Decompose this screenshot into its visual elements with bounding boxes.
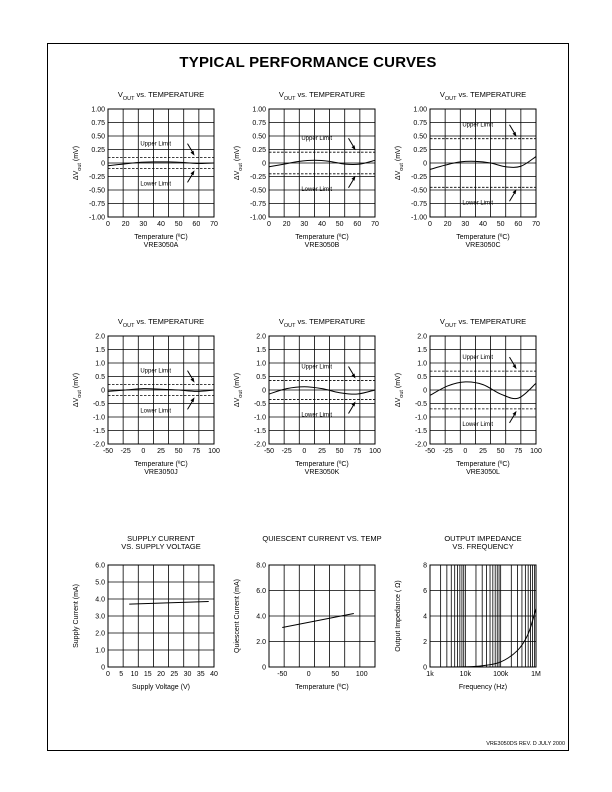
y-tick-label: -0.50 xyxy=(250,187,266,195)
x-axis-label: Temperature (ºC) xyxy=(456,234,510,241)
y-axis-label: $\Delta V_{out}$ (mV) xyxy=(73,145,83,181)
y-tick-label: 3.0 xyxy=(95,613,105,621)
y-tick-label: -1.0 xyxy=(414,414,427,422)
x-tick-label: 75 xyxy=(514,448,523,455)
upper-limit-label: Upper Limit xyxy=(301,136,333,143)
y-tick-label: 0.5 xyxy=(417,373,427,381)
lower-limit-arrowhead xyxy=(191,170,195,175)
x-tick-label: -50 xyxy=(102,448,114,455)
y-tick-label: 0.75 xyxy=(91,119,105,127)
y-tick-label: 0 xyxy=(262,387,266,395)
y-tick-label: -1.00 xyxy=(89,214,105,222)
y-axis-label: Supply Current (mA) xyxy=(73,584,80,648)
lower-limit-label: Lower Limit xyxy=(462,421,494,428)
x-tick-label: 70 xyxy=(371,221,379,228)
footer-revision: VRE3050DS REV. D JULY 2000 xyxy=(486,741,565,747)
y-tick-label: -0.5 xyxy=(414,400,427,408)
y-tick-label: 0.25 xyxy=(91,146,105,154)
y-tick-label: 1.5 xyxy=(95,346,105,354)
x-tick-label: 50 xyxy=(331,671,340,678)
y-tick-label: -0.5 xyxy=(92,400,105,408)
x-tick-label: -25 xyxy=(442,448,453,455)
chart-vout-vre3050j xyxy=(60,314,235,514)
x-tick-label: 30 xyxy=(300,221,309,228)
x-tick-label: 25 xyxy=(479,448,487,455)
chart-title: $V_{OUT}$ vs. TEMPERATURE xyxy=(117,317,205,329)
x-axis-sublabel: VRE3050L xyxy=(466,469,500,476)
x-axis-label: Temperature (ºC) xyxy=(134,234,188,241)
y-tick-label: 1.00 xyxy=(252,106,266,114)
chart-subtitle: VS. SUPPLY VOLTAGE xyxy=(121,542,201,551)
y-tick-label: -0.75 xyxy=(250,200,266,208)
x-tick-label: 70 xyxy=(210,221,218,228)
y-tick-label: 2.0 xyxy=(95,630,105,638)
x-tick-label: 100 xyxy=(369,448,381,455)
y-tick-label: 0 xyxy=(262,664,266,672)
x-tick-label: -50 xyxy=(277,671,288,678)
x-tick-label: 50 xyxy=(174,221,183,228)
y-tick-label: 2.0 xyxy=(256,638,266,646)
x-tick-label: 0 xyxy=(428,221,432,228)
y-tick-label: 0.50 xyxy=(252,133,266,141)
chart-title: $V_{OUT}$ vs. TEMPERATURE xyxy=(439,90,527,102)
y-tick-label: 0.75 xyxy=(252,119,266,127)
x-tick-label: 100 xyxy=(530,448,542,455)
y-tick-label: -0.25 xyxy=(411,173,427,181)
x-tick-label: -25 xyxy=(120,448,131,455)
y-tick-label: -0.75 xyxy=(89,200,105,208)
y-tick-label: 0 xyxy=(423,664,427,672)
x-tick-label: 50 xyxy=(335,448,344,455)
chart-quiescent-current xyxy=(221,533,396,733)
chart-output-impedance xyxy=(382,533,557,733)
y-axis-label: $\Delta V_{out}$ (mV) xyxy=(234,145,244,181)
lower-limit-label: Lower Limit xyxy=(301,186,333,193)
lower-limit-arrowhead xyxy=(191,397,195,402)
y-tick-label: 4.0 xyxy=(95,596,105,604)
y-tick-label: -1.00 xyxy=(411,214,427,222)
y-tick-label: -0.25 xyxy=(89,173,105,181)
x-tick-label: 60 xyxy=(192,221,201,228)
x-tick-label: 60 xyxy=(353,221,362,228)
series-line xyxy=(269,160,375,166)
y-tick-label: 4 xyxy=(423,613,427,621)
y-tick-label: 0.5 xyxy=(95,373,105,381)
x-tick-label: 20 xyxy=(157,671,165,678)
x-axis-label: Temperature (ºC) xyxy=(456,461,510,468)
y-axis-label: $\Delta V_{out}$ (mV) xyxy=(234,372,244,408)
y-tick-label: 8 xyxy=(423,562,427,570)
y-tick-label: 0 xyxy=(101,160,105,168)
x-tick-label: 50 xyxy=(174,448,183,455)
x-tick-label: -25 xyxy=(281,448,292,455)
y-tick-label: 0 xyxy=(101,664,105,672)
y-tick-label: 5.0 xyxy=(95,579,105,587)
x-tick-label: 1M xyxy=(531,671,541,678)
y-tick-label: -0.50 xyxy=(411,187,427,195)
x-tick-label: 0 xyxy=(302,448,307,455)
x-axis-sublabel: VRE3050C xyxy=(465,242,501,249)
lower-limit-label: Lower Limit xyxy=(140,408,172,415)
x-tick-label: 20 xyxy=(282,221,291,228)
y-tick-label: -1.5 xyxy=(92,427,105,435)
x-axis-label: Frequency (Hz) xyxy=(458,684,508,691)
y-tick-label: -1.5 xyxy=(414,427,427,435)
x-tick-label: 10k xyxy=(459,671,471,678)
chart-subtitle: VS. FREQUENCY xyxy=(452,542,514,551)
lower-limit-arrowhead xyxy=(352,401,356,406)
x-tick-label: 40 xyxy=(318,221,326,228)
x-tick-label: 70 xyxy=(532,221,540,228)
y-tick-label: 0 xyxy=(101,387,105,395)
x-tick-label: 50 xyxy=(496,221,505,228)
x-tick-label: 30 xyxy=(461,221,470,228)
chart-vout-vre3050k xyxy=(221,314,396,514)
x-tick-label: 25 xyxy=(170,671,179,678)
y-tick-label: 2.0 xyxy=(417,333,427,341)
x-tick-label: 0 xyxy=(267,221,271,228)
y-tick-label: 4.0 xyxy=(256,613,266,621)
upper-limit-label: Upper Limit xyxy=(462,122,494,129)
x-axis-sublabel: VRE3050K xyxy=(304,469,340,476)
x-tick-label: 40 xyxy=(210,671,218,678)
chart-title: OUTPUT IMPEDANCE xyxy=(444,534,522,543)
y-tick-label: 1.0 xyxy=(95,647,105,655)
chart-title: $V_{OUT}$ vs. TEMPERATURE xyxy=(439,317,527,329)
upper-limit-label: Upper Limit xyxy=(140,141,172,148)
x-tick-label: 5 xyxy=(119,671,124,678)
upper-limit-arrowhead xyxy=(513,364,517,369)
chart-vout-vre3050l xyxy=(382,314,557,514)
lower-limit-label: Lower Limit xyxy=(301,412,333,419)
chart-vout-vre3050c xyxy=(382,87,557,287)
x-tick-label: 0 xyxy=(106,671,110,678)
y-tick-label: 1.00 xyxy=(91,106,105,114)
x-tick-label: 100 xyxy=(208,448,220,455)
y-tick-label: 0.75 xyxy=(413,119,427,127)
x-tick-label: 30 xyxy=(183,671,192,678)
upper-limit-label: Upper Limit xyxy=(462,355,494,362)
x-tick-label: 20 xyxy=(443,221,452,228)
y-tick-label: 2.0 xyxy=(95,333,105,341)
y-tick-label: -1.5 xyxy=(253,427,266,435)
chart-title: $V_{OUT}$ vs. TEMPERATURE xyxy=(278,90,366,102)
y-axis-label: Quiescent Current (mA) xyxy=(234,579,241,653)
y-tick-label: 0.50 xyxy=(413,133,427,141)
y-tick-label: 8.0 xyxy=(256,562,266,570)
x-tick-label: -50 xyxy=(424,448,436,455)
x-tick-label: 0 xyxy=(141,448,146,455)
y-tick-label: 6.0 xyxy=(95,562,105,570)
y-tick-label: -2.0 xyxy=(92,441,105,449)
x-tick-label: 60 xyxy=(514,221,523,228)
y-tick-label: 1.0 xyxy=(417,360,427,368)
chart-title: $V_{OUT}$ vs. TEMPERATURE xyxy=(117,90,205,102)
chart-title: SUPPLY CURRENT xyxy=(127,534,195,543)
y-tick-label: -2.0 xyxy=(253,441,266,449)
y-tick-label: 0 xyxy=(262,160,266,168)
y-tick-label: -2.0 xyxy=(414,441,427,449)
x-tick-label: 10 xyxy=(130,671,139,678)
x-tick-label: 0 xyxy=(306,671,311,678)
x-tick-label: 1k xyxy=(426,671,434,678)
x-tick-label: 25 xyxy=(318,448,326,455)
y-tick-label: 0 xyxy=(423,387,427,395)
series-line xyxy=(269,387,375,394)
y-axis-label: $\Delta V_{out}$ (mV) xyxy=(395,145,405,181)
y-tick-label: 0.5 xyxy=(256,373,266,381)
y-tick-label: 1.0 xyxy=(256,360,266,368)
chart-title: QUIESCENT CURRENT VS. TEMP xyxy=(262,534,382,543)
lower-limit-arrowhead xyxy=(513,411,517,416)
x-tick-label: 25 xyxy=(157,448,165,455)
x-tick-label: 100k xyxy=(493,671,509,678)
x-tick-label: 15 xyxy=(143,671,152,678)
y-tick-label: 2 xyxy=(423,638,427,646)
x-tick-label: -50 xyxy=(263,448,275,455)
x-axis-sublabel: VRE3050J xyxy=(144,469,178,476)
x-tick-label: 50 xyxy=(496,448,505,455)
page-title: TYPICAL PERFORMANCE CURVES xyxy=(179,54,437,71)
x-axis-sublabel: VRE3050B xyxy=(304,242,340,249)
upper-limit-arrowhead xyxy=(191,378,195,383)
series-line xyxy=(108,162,214,166)
y-tick-label: -0.5 xyxy=(253,400,266,408)
y-tick-label: -0.75 xyxy=(411,200,427,208)
x-axis-label: Supply Voltage (V) xyxy=(132,684,190,691)
series-line xyxy=(282,613,354,627)
y-tick-label: -0.25 xyxy=(250,173,266,181)
page-frame xyxy=(47,43,569,751)
y-tick-label: -0.50 xyxy=(89,187,105,195)
y-tick-label: 6.0 xyxy=(256,587,266,595)
x-axis-label: Temperature (ºC) xyxy=(295,684,349,691)
y-tick-label: 0.50 xyxy=(91,133,105,141)
chart-vout-vre3050b xyxy=(221,87,396,287)
x-tick-label: 0 xyxy=(106,221,110,228)
upper-limit-label: Upper Limit xyxy=(140,368,172,375)
y-tick-label: -1.0 xyxy=(92,414,105,422)
upper-limit-label: Upper Limit xyxy=(301,364,333,371)
y-tick-label: -1.00 xyxy=(250,214,266,222)
y-axis-label: Output Impedance ( Ω) xyxy=(395,580,402,652)
series-line xyxy=(430,608,536,667)
x-tick-label: 75 xyxy=(353,448,362,455)
x-tick-label: 30 xyxy=(139,221,148,228)
x-tick-label: 40 xyxy=(157,221,165,228)
x-tick-label: 20 xyxy=(121,221,130,228)
y-tick-label: -1.0 xyxy=(253,414,266,422)
x-tick-label: 35 xyxy=(196,671,205,678)
x-tick-label: 100 xyxy=(355,671,368,678)
upper-limit-arrowhead xyxy=(352,374,356,379)
x-axis-label: Temperature (ºC) xyxy=(134,461,188,468)
y-tick-label: 0.25 xyxy=(252,146,266,154)
upper-limit-arrowhead xyxy=(191,151,195,156)
x-axis-sublabel: VRE3050A xyxy=(143,242,179,249)
y-tick-label: 2.0 xyxy=(256,333,266,341)
chart-supply-current xyxy=(60,533,235,733)
y-axis-label: $\Delta V_{out}$ (mV) xyxy=(73,372,83,408)
chart-title: $V_{OUT}$ vs. TEMPERATURE xyxy=(278,317,366,329)
x-axis-label: Temperature (ºC) xyxy=(295,461,349,468)
y-tick-label: 1.0 xyxy=(95,360,105,368)
y-tick-label: 1.00 xyxy=(413,106,427,114)
x-axis-label: Temperature (ºC) xyxy=(295,234,349,241)
x-tick-label: 75 xyxy=(192,448,201,455)
y-tick-label: 1.5 xyxy=(256,346,266,354)
chart-vout-vre3050a xyxy=(60,87,235,287)
y-tick-label: 0.25 xyxy=(413,146,427,154)
y-tick-label: 1.5 xyxy=(417,346,427,354)
y-tick-label: 0 xyxy=(423,160,427,168)
y-tick-label: 6 xyxy=(423,587,427,595)
x-tick-label: 50 xyxy=(335,221,344,228)
lower-limit-label: Lower Limit xyxy=(462,200,494,207)
y-axis-label: $\Delta V_{out}$ (mV) xyxy=(395,372,405,408)
x-tick-label: 0 xyxy=(463,448,468,455)
lower-limit-label: Lower Limit xyxy=(140,181,172,188)
x-tick-label: 40 xyxy=(479,221,487,228)
